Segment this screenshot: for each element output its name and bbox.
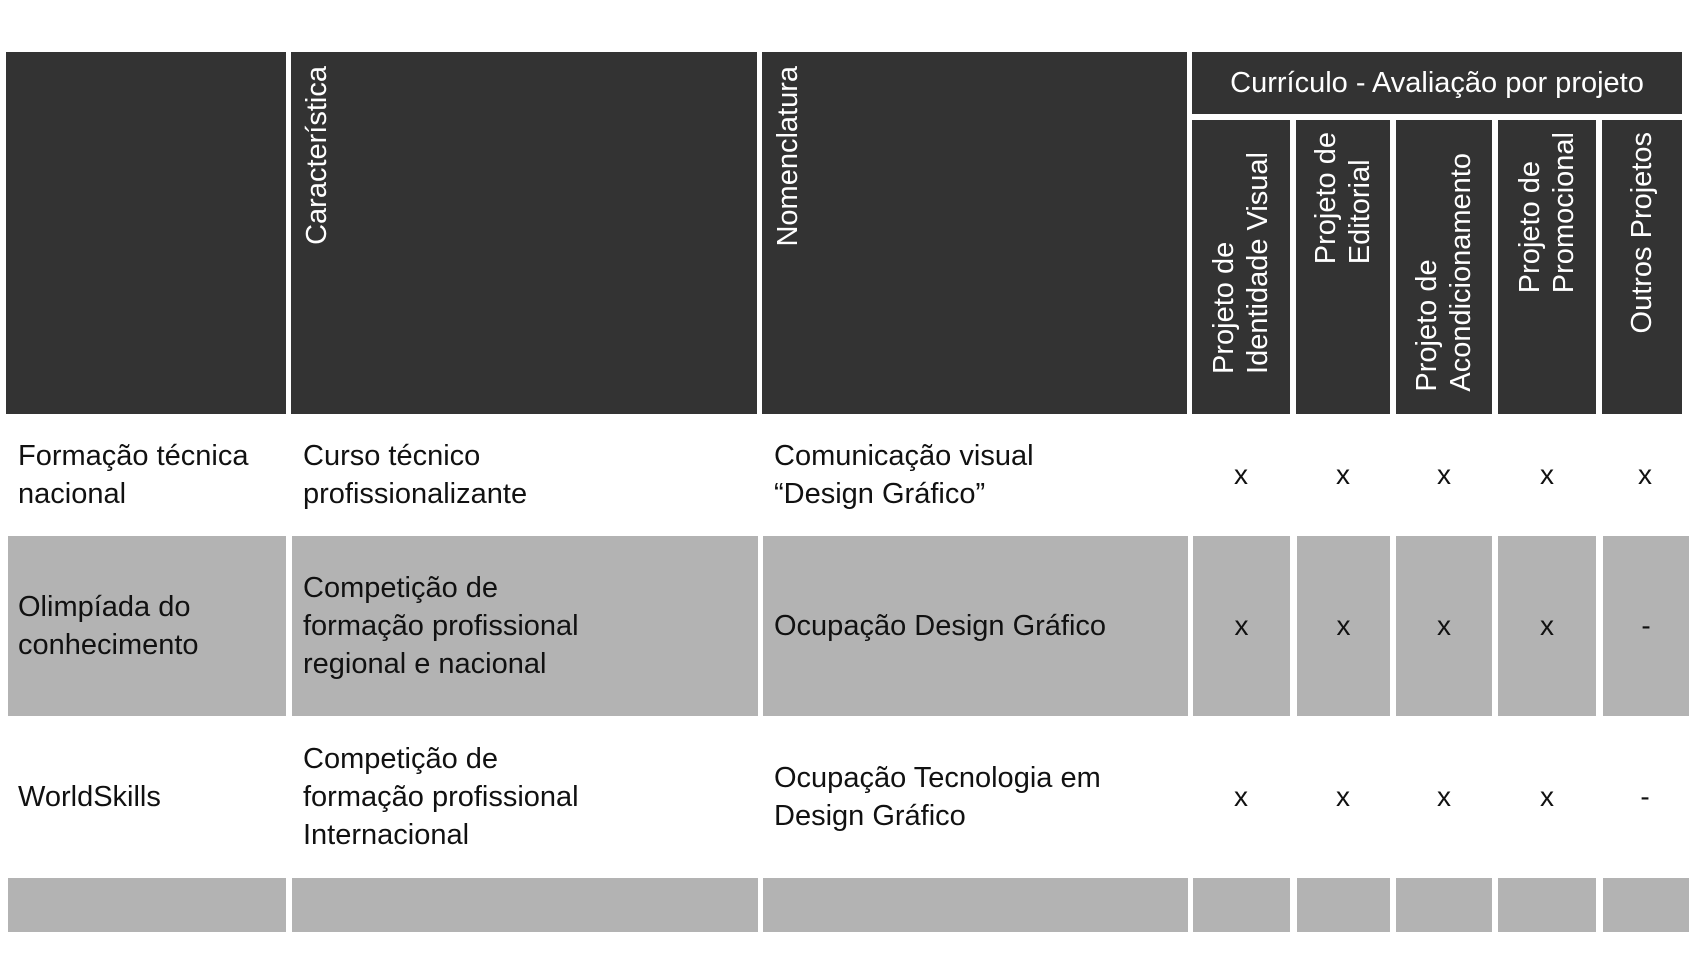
header-sub-label: Projeto de Promocional bbox=[1514, 132, 1580, 294]
empty-cell bbox=[763, 878, 1188, 932]
mark: x bbox=[1234, 459, 1248, 490]
header-sub-acondicionamento bbox=[1396, 120, 1492, 414]
mark: x bbox=[1437, 781, 1451, 812]
mark-cell bbox=[1602, 420, 1688, 530]
header-caracteristica-label: Característica bbox=[301, 66, 333, 245]
row-caracteristica: Competição de formação profissional Internacional bbox=[303, 743, 579, 851]
row-nomenclatura: Ocupação Tecnologia em Design Gráfico bbox=[774, 762, 1101, 832]
mark: - bbox=[1641, 610, 1651, 641]
mark-cell bbox=[1296, 420, 1390, 530]
mark: x bbox=[1336, 610, 1351, 641]
header-empty-cell bbox=[6, 52, 286, 414]
mark-cell bbox=[1498, 722, 1596, 872]
row-nomenclatura-cell bbox=[762, 420, 1187, 530]
row-name: Formação técnica nacional bbox=[18, 440, 249, 510]
header-nomenclatura-label: Nomenclatura bbox=[772, 66, 804, 247]
mark: x bbox=[1437, 610, 1451, 641]
mark-cell bbox=[1603, 536, 1689, 716]
header-group-title: Currículo - Avaliação por projeto bbox=[1230, 66, 1644, 99]
mark: x bbox=[1540, 610, 1554, 641]
header-sub-outros bbox=[1602, 120, 1682, 414]
row-name-cell bbox=[6, 722, 286, 872]
row-name: WorldSkills bbox=[18, 781, 161, 813]
header-sub-label: Projeto de Editorial bbox=[1310, 132, 1376, 265]
row-nomenclatura-cell bbox=[763, 536, 1188, 716]
row-caracteristica-cell bbox=[291, 722, 757, 872]
mark-cell bbox=[1193, 536, 1290, 716]
mark-cell bbox=[1192, 722, 1290, 872]
mark: x bbox=[1336, 459, 1350, 490]
mark: - bbox=[1640, 781, 1650, 812]
mark-cell bbox=[1192, 420, 1290, 530]
table-row bbox=[6, 722, 1688, 872]
header-sub-identidade-visual bbox=[1192, 120, 1290, 414]
mark-cell bbox=[1396, 420, 1492, 530]
header-group-curriculo bbox=[1192, 52, 1682, 114]
mark-cell bbox=[1602, 722, 1688, 872]
empty-cell bbox=[8, 878, 286, 932]
mark: x bbox=[1638, 459, 1652, 490]
header-nomenclatura bbox=[762, 52, 1187, 414]
empty-cell bbox=[1603, 878, 1689, 932]
row-nomenclatura-cell bbox=[762, 722, 1187, 872]
header-sub-editorial bbox=[1296, 120, 1390, 414]
table-row-empty bbox=[6, 878, 1688, 932]
empty-cell bbox=[292, 878, 758, 932]
empty-cell bbox=[1193, 878, 1290, 932]
mark: x bbox=[1336, 781, 1350, 812]
header-caracteristica bbox=[291, 52, 757, 414]
row-name-cell bbox=[6, 420, 286, 530]
empty-cell bbox=[1297, 878, 1390, 932]
mark-cell bbox=[1296, 722, 1390, 872]
row-caracteristica-cell bbox=[291, 420, 757, 530]
header-sub-label: Projeto de Identidade Visual bbox=[1208, 152, 1274, 374]
header-sub-label: Projeto de Acondicionamento bbox=[1411, 153, 1477, 392]
row-name-cell bbox=[8, 536, 286, 716]
mark: x bbox=[1437, 459, 1451, 490]
row-caracteristica: Competição de formação profissional regional e nacional bbox=[303, 572, 579, 680]
mark: x bbox=[1540, 781, 1554, 812]
header-sub-label: Outros Projetos bbox=[1626, 132, 1658, 334]
mark: x bbox=[1234, 610, 1249, 641]
mark: x bbox=[1234, 781, 1248, 812]
row-nomenclatura: Ocupação Design Gráfico bbox=[774, 610, 1107, 642]
mark: x bbox=[1540, 459, 1554, 490]
mark-cell bbox=[1396, 536, 1492, 716]
row-caracteristica: Curso técnico profissionalizante bbox=[303, 440, 528, 510]
mark-cell bbox=[1498, 420, 1596, 530]
header-sub-promocional bbox=[1498, 120, 1596, 414]
table-row bbox=[6, 536, 1688, 716]
mark-cell bbox=[1396, 722, 1492, 872]
row-name: Olimpíada do conhecimento bbox=[18, 591, 199, 661]
mark-cell bbox=[1498, 536, 1596, 716]
empty-cell bbox=[1498, 878, 1596, 932]
row-caracteristica-cell bbox=[292, 536, 758, 716]
mark-cell bbox=[1297, 536, 1390, 716]
table-row bbox=[6, 420, 1688, 530]
row-nomenclatura: Comunicação visual “Design Gráfico” bbox=[774, 440, 1034, 510]
empty-cell bbox=[1396, 878, 1492, 932]
